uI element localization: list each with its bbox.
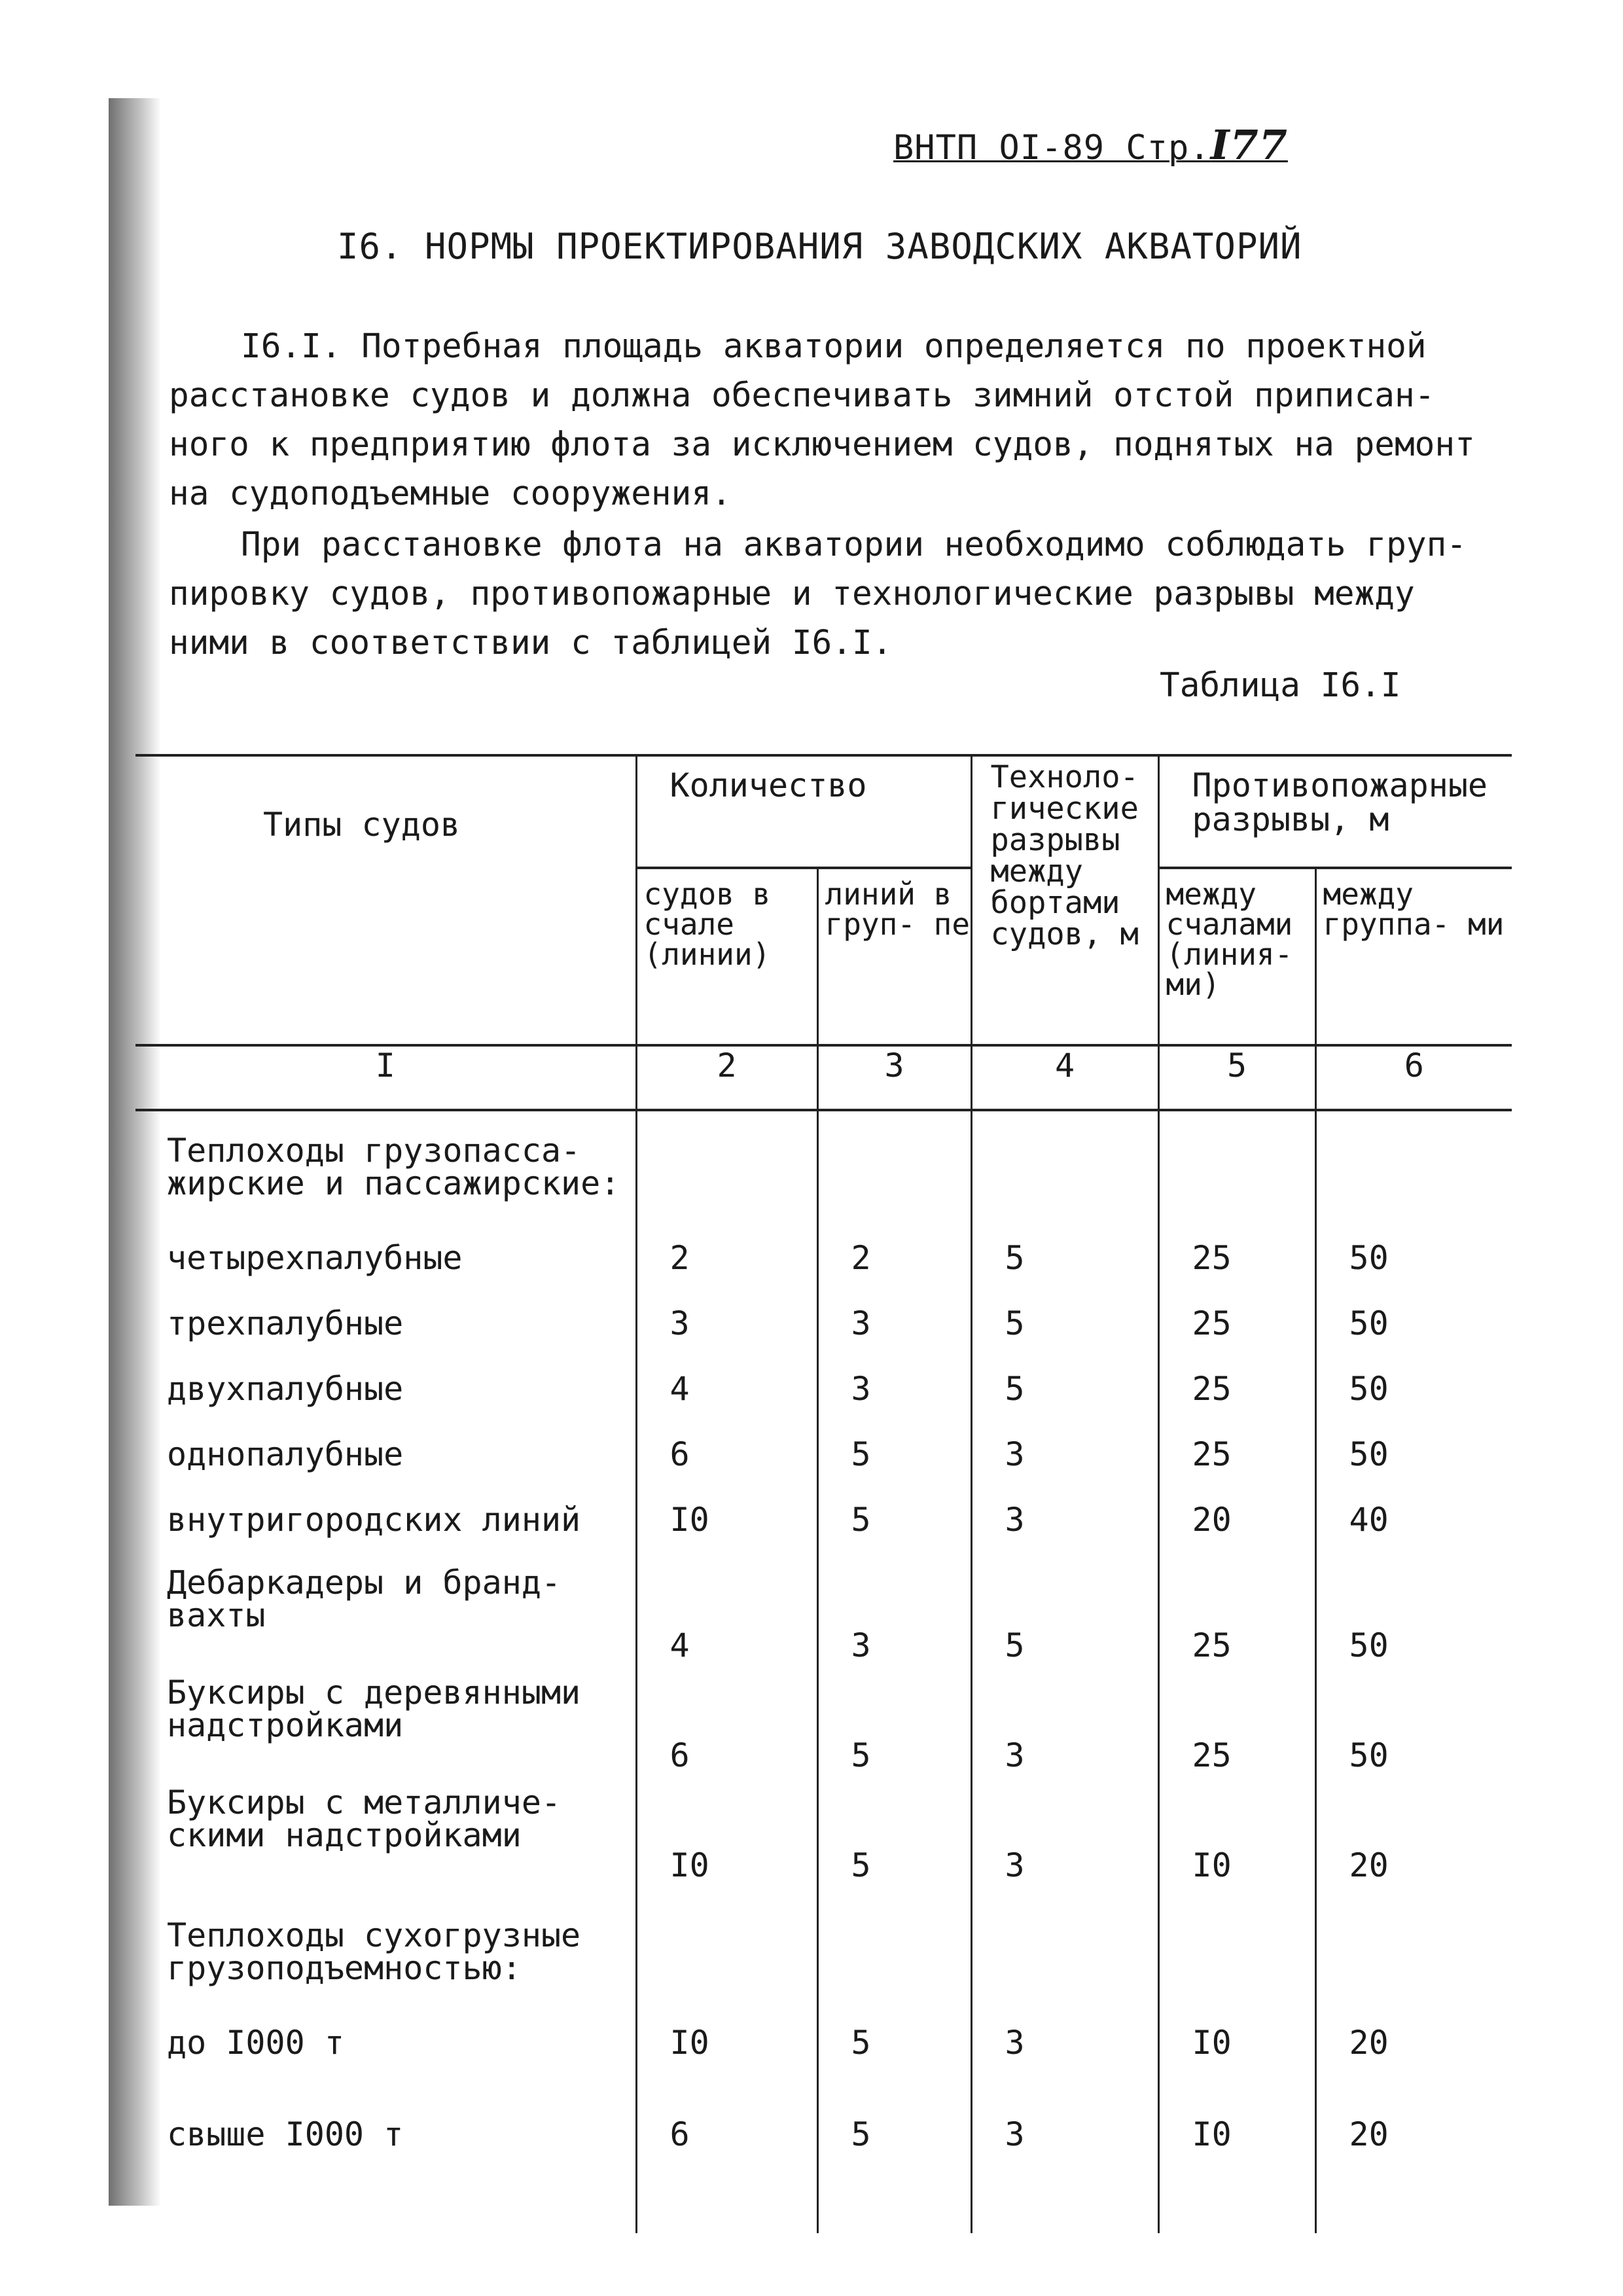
cell: I0 <box>636 1786 817 1896</box>
vessel-type: свыше I000 т <box>135 2089 636 2233</box>
cell: 3 <box>636 1304 817 1370</box>
cell: 50 <box>1349 1736 1389 1774</box>
cell: 25 <box>1158 1566 1315 1676</box>
header-quantity: Количество <box>636 755 971 868</box>
cell <box>1315 1896 1512 2024</box>
vessel-type: внутригородских линий <box>135 1501 636 1566</box>
cell: 3 <box>971 1676 1158 1786</box>
cell: 5 <box>817 2024 971 2089</box>
cell: 3 <box>817 1304 971 1370</box>
header-fire-gaps: Противопожарные разрывы, м <box>1158 755 1512 868</box>
cell: 20 <box>1158 1501 1315 1566</box>
column-number: 5 <box>1158 1045 1315 1110</box>
header-lines-in-group: линий в груп- пе <box>817 868 971 1045</box>
paragraph-1-text: I6.I. Потребная площадь акватории определяется по проектной расстановке судов и должна обеспечивать зимний отстой приписан- ного к предприятию флота за исключением судов, поднятых на ремонт на судоподъемные сооружения. <box>169 327 1475 513</box>
cell: I0 <box>1158 1786 1315 1896</box>
column-number: I <box>135 1045 636 1110</box>
cell: 2 <box>636 1239 817 1304</box>
column-number: 6 <box>1315 1045 1512 1110</box>
cell <box>636 1110 817 1239</box>
header-types: Типы судов <box>135 755 636 1045</box>
cell: 5 <box>971 1370 1158 1435</box>
cell: 25 <box>1158 1435 1315 1501</box>
cell: 6 <box>636 1676 817 1786</box>
header-between-groups: между группа- ми <box>1323 876 1505 942</box>
vessel-type: однопалубные <box>135 1435 636 1501</box>
cell: 3 <box>971 1786 1158 1896</box>
table-row <box>135 2089 1512 2233</box>
cell: 5 <box>817 1501 971 1566</box>
page-header <box>893 121 1288 169</box>
table-row <box>135 1676 1512 1786</box>
cell: 50 <box>1349 1370 1389 1408</box>
cell: 6 <box>636 2089 817 2233</box>
cell: 3 <box>971 1435 1158 1501</box>
table-row <box>135 1110 1512 1239</box>
cell: 20 <box>1349 1846 1389 1884</box>
cell: 50 <box>1349 1435 1389 1473</box>
vessel-type: Буксиры с деревянными надстройками <box>135 1676 636 1786</box>
cell <box>1158 1896 1315 2024</box>
table-row <box>135 1304 1512 1370</box>
cell: 20 <box>1349 2115 1389 2153</box>
vessel-type: Дебаркадеры и бранд- вахты <box>135 1566 636 1676</box>
vessel-type: двухпалубные <box>135 1370 636 1435</box>
column-number: 2 <box>636 1045 817 1110</box>
table-row <box>135 1435 1512 1501</box>
cell: 5 <box>971 1304 1158 1370</box>
cell: 6 <box>636 1435 817 1501</box>
cell: 25 <box>1158 1370 1315 1435</box>
vessel-type: Буксиры с металличе- скими надстройками <box>135 1786 636 1896</box>
cell: 25 <box>1158 1304 1315 1370</box>
cell: 4 <box>636 1566 817 1676</box>
header-tech-gaps: Техноло- гические разрывы между бортами судов, м <box>971 755 1158 1045</box>
header-between-rafts: между счалами (линия- ми) <box>1158 868 1315 1045</box>
cell <box>817 1110 971 1239</box>
column-number: 3 <box>817 1045 971 1110</box>
cell: 5 <box>817 2089 971 2233</box>
cell: 3 <box>971 2024 1158 2089</box>
cell: 20 <box>1349 2024 1389 2062</box>
table-row <box>135 1370 1512 1435</box>
page-number: I77 <box>1210 121 1288 169</box>
vessel-type: до I000 т <box>135 2024 636 2089</box>
table-row <box>135 1566 1512 1676</box>
cell: 5 <box>817 1435 971 1501</box>
cell <box>1158 1110 1315 1239</box>
header-ships-in-raft: судов в счале (линии) <box>636 868 817 1045</box>
cell: 5 <box>971 1566 1158 1676</box>
cell: 3 <box>971 1501 1158 1566</box>
cell <box>817 1896 971 2024</box>
table-row <box>135 1239 1512 1304</box>
cell: I0 <box>636 1501 817 1566</box>
vessel-type: четырехпалубные <box>135 1239 636 1304</box>
table-row <box>135 1501 1512 1566</box>
cell: 5 <box>817 1676 971 1786</box>
cell: 25 <box>1158 1676 1315 1786</box>
header-prefix: ВНТП ОI-89 Стр. <box>893 128 1211 168</box>
vessel-type: Теплоходы грузопасса- жирские и пассажирские: <box>135 1110 636 1239</box>
cell: 40 <box>1349 1501 1389 1539</box>
cell: 25 <box>1158 1239 1315 1304</box>
cell: 5 <box>817 1786 971 1896</box>
table-row <box>135 2024 1512 2089</box>
table-caption: Таблица I6.I <box>1160 666 1401 705</box>
cell: 4 <box>636 1370 817 1435</box>
cell <box>971 1896 1158 2024</box>
cell <box>636 1896 817 2024</box>
vessel-type: трехпалубные <box>135 1304 636 1370</box>
cell: 50 <box>1349 1239 1389 1277</box>
cell: 3 <box>817 1566 971 1676</box>
cell <box>1315 1110 1512 1239</box>
cell: 5 <box>971 1239 1158 1304</box>
paragraph-2 <box>169 520 1484 668</box>
cell: 50 <box>1349 1626 1389 1664</box>
cell: 50 <box>1349 1304 1389 1342</box>
cell: 2 <box>817 1239 971 1304</box>
paragraph-2-text: При расстановке флота на акватории необходимо соблюдать груп- пировку судов, противопожарные и технологические разрывы между ними в соответствии с таблицей I6.I. <box>169 526 1467 662</box>
cell <box>971 1110 1158 1239</box>
paragraph-1 <box>169 322 1484 518</box>
cell: I0 <box>1158 2089 1315 2233</box>
table-row <box>135 1896 1512 2024</box>
column-number: 4 <box>971 1045 1158 1110</box>
table-row <box>135 1786 1512 1896</box>
cell: 3 <box>817 1370 971 1435</box>
cell: 3 <box>971 2089 1158 2233</box>
section-title: I6. НОРМЫ ПРОЕКТИРОВАНИЯ ЗАВОДСКИХ АКВАТОРИЙ <box>337 226 1302 267</box>
cell: I0 <box>636 2024 817 2089</box>
vessel-type: Теплоходы сухогрузные грузоподъемностью: <box>135 1896 636 2024</box>
cell: I0 <box>1158 2024 1315 2089</box>
vessel-spacing-table <box>135 754 1512 2233</box>
